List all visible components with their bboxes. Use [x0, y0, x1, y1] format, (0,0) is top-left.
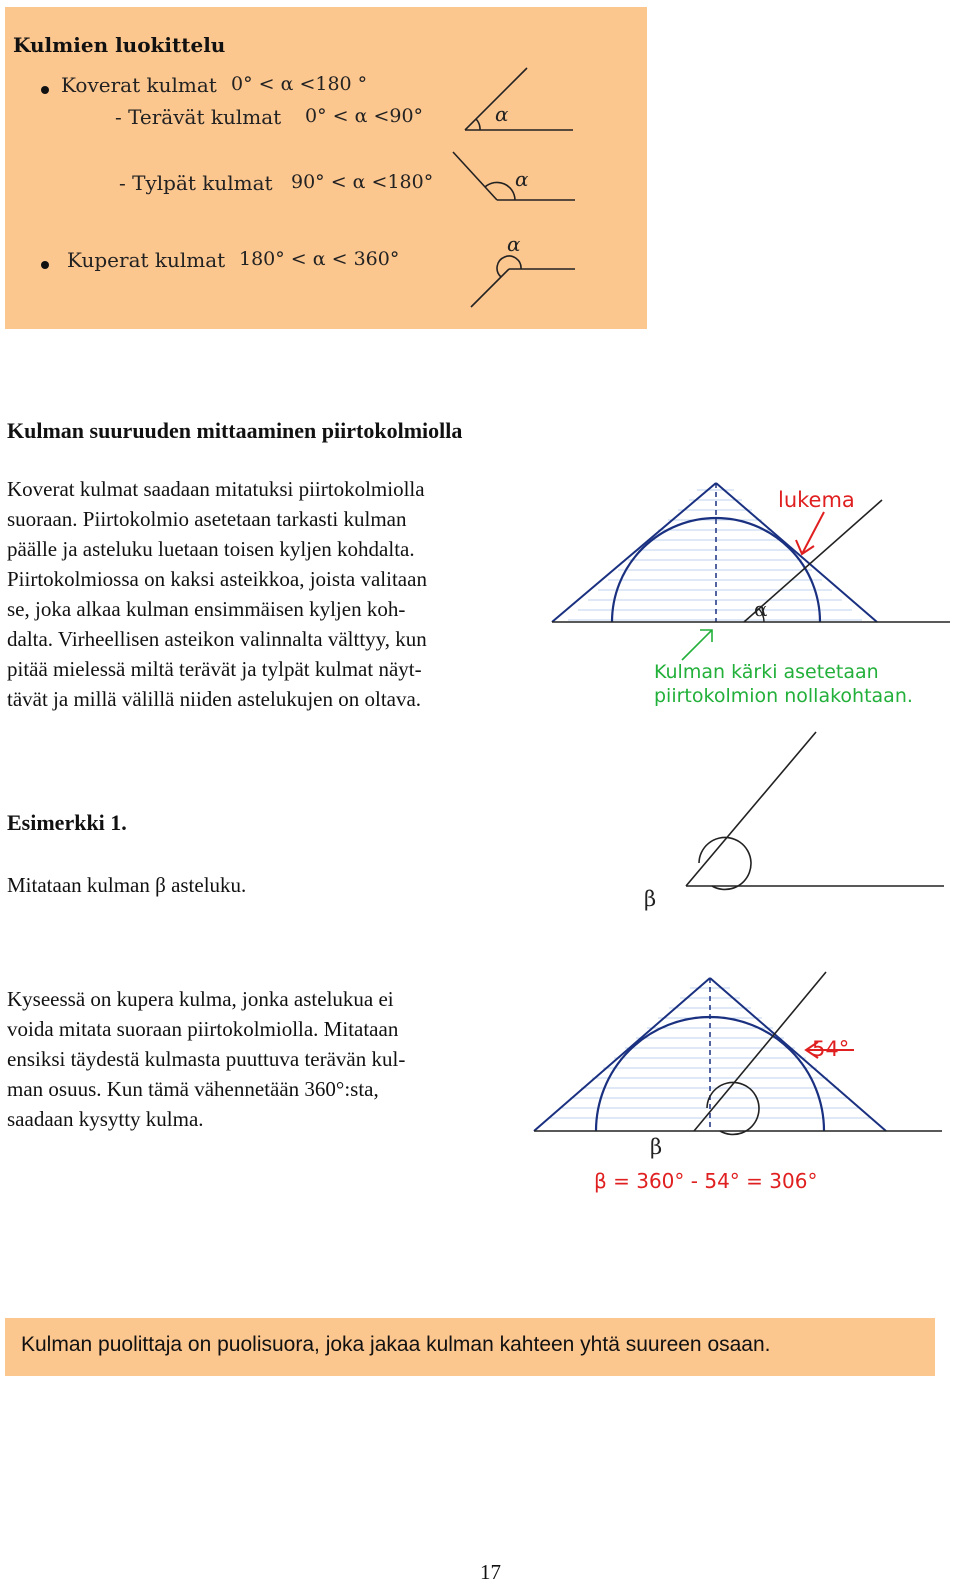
example-task: Mitataan kulman β asteluku.: [7, 873, 247, 897]
acute-angle-sketch: [465, 68, 573, 130]
definition-box: [5, 1318, 935, 1376]
row-range: 180° < α < 360°: [239, 248, 400, 270]
classification-title: Kulmien luokittelu: [13, 33, 226, 57]
paragraph-line: pitää mielessä miltä terävät ja tylpät kulmat näyt-: [7, 657, 422, 681]
row-label: Kuperat kulmat: [67, 248, 226, 272]
definition-text: Kulman puolittaja on puolisuora, joka jakaa kulman kahteen yhtä suureen osaan.: [21, 1333, 771, 1356]
vertex-note-line-2: piirtokolmion nollakohtaan.: [654, 685, 913, 707]
row-label: Koverat kulmat: [61, 73, 217, 97]
protractor-figure-2: [534, 970, 954, 1210]
alpha-label: α: [754, 597, 768, 621]
measuring-heading: Kulman suuruuden mittaaminen piirtokolmiolla: [7, 418, 463, 443]
paragraph-line: saadaan kysytty kulma.: [7, 1107, 204, 1131]
reading-label: lukema: [778, 488, 855, 512]
row-label: - Tylpät kulmat: [119, 171, 273, 195]
angle-sketches: [5, 7, 647, 329]
reflex-angle-arc: [699, 837, 751, 889]
beta-label: β: [650, 1135, 663, 1159]
angle-value-label: 54°: [812, 1037, 850, 1061]
alpha-label: α: [495, 102, 509, 126]
paragraph-line: se, joka alkaa kulman ensimmäisen kyljen koh-: [7, 597, 406, 621]
paragraph-line: dalta. Virheellisen asteikon valinnalta välttyy, kun: [7, 627, 427, 651]
paragraph-line: Kyseessä on kupera kulma, jonka astelukua ei: [7, 987, 394, 1011]
row-range: 0° < α <90°: [305, 105, 424, 127]
paragraph-line: man osuus. Kun tämä vähennetään 360°:sta,: [7, 1077, 379, 1101]
formula-label: β = 360° - 54° = 306°: [594, 1169, 818, 1193]
obtuse-angle-sketch: [453, 152, 575, 200]
paragraph-line: päälle ja asteluku luetaan toisen kyljen kohdalta.: [7, 537, 415, 561]
paragraph-line: tävät ja millä välillä niiden astelukujen on oltava.: [7, 687, 422, 711]
paragraph-line: Koverat kulmat saadaan mitatuksi piirtokolmiolla: [7, 477, 425, 501]
reflex-angle-sketch: [471, 256, 575, 307]
paragraph-line: Piirtokolmiossa on kaksi asteikkoa, joista valitaan: [7, 567, 427, 591]
row-label: - Terävät kulmat: [115, 105, 282, 129]
example-heading: Esimerkki 1.: [7, 810, 127, 835]
angle-arm-line: [694, 972, 826, 1131]
vertex-note-line-1: Kulman kärki asetetaan: [654, 661, 879, 683]
alpha-label: α: [507, 232, 521, 256]
angle-classification-box: [5, 7, 647, 329]
vertex-arrow: [682, 630, 712, 660]
row-range: 0° < α <180 °: [231, 73, 368, 95]
paragraph-line: voida mitata suoraan piirtokolmiolla. Mitataan: [7, 1017, 399, 1041]
example-paragraph: [7, 984, 503, 1134]
paragraph-line: ensiksi täydestä kulmasta puuttuva terävän kul-: [7, 1047, 406, 1071]
paragraph-line: suoraan. Piirtokolmio asetetaan tarkasti kulman: [7, 507, 407, 531]
protractor-figure-1: [552, 478, 952, 718]
reflex-angle-figure: [640, 730, 960, 930]
reading-arrow: [796, 512, 824, 554]
beta-label: β: [644, 887, 657, 911]
row-range: 90° < α <180°: [291, 171, 434, 193]
page-number: 17: [480, 1560, 501, 1584]
alpha-label: α: [515, 167, 529, 191]
measuring-paragraph: [7, 474, 519, 714]
